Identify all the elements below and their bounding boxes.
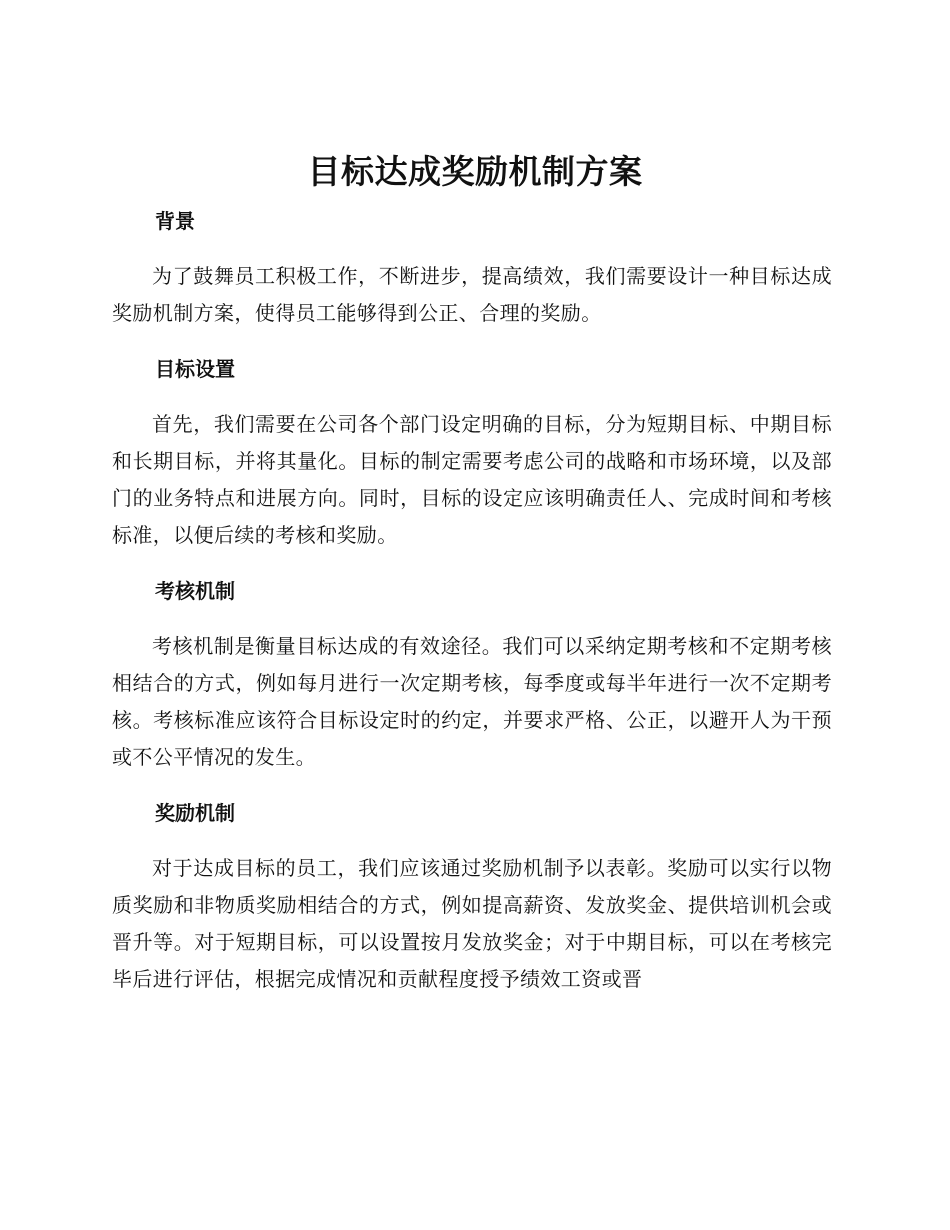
section-rewards bbox=[112, 796, 832, 998]
document-title: 目标达成奖励机制方案 bbox=[307, 152, 643, 191]
section-assessment bbox=[112, 574, 832, 776]
document-body bbox=[112, 204, 832, 1018]
section-paragraph: 首先，我们需要在公司各个部门设定明确的目标，分为短期目标、中期目标和长期目标，并将其量化。目标的制定需要考虑公司的战略和市场环境，以及部门的业务特点和进展方向。同时，目标的设定应该明确责任人、完成时间和考核标准，以便后续的考核和奖励。 bbox=[112, 412, 832, 547]
section-background bbox=[112, 204, 832, 332]
section-heading: 奖励机制 bbox=[155, 801, 235, 825]
section-heading: 背景 bbox=[155, 209, 195, 233]
section-paragraph: 对于达成目标的员工，我们应该通过奖励机制予以表彰。奖励可以实行以物质奖励和非物质奖励相结合的方式，例如提高薪资、发放奖金、提供培训机会或晋升等。对于短期目标，可以设置按月发放奖金；对于中期目标，可以在考核完毕后进行评估，根据完成情况和贡献程度授予绩效工资或晋 bbox=[112, 856, 832, 991]
section-paragraph: 考核机制是衡量目标达成的有效途径。我们可以采纳定期考核和不定期考核相结合的方式，例如每月进行一次定期考核，每季度或每半年进行一次不定期考核。考核标准应该符合目标设定时的约定，并要求严格、公正，以避开人为干预或不公平情况的发生。 bbox=[112, 634, 832, 769]
section-heading: 考核机制 bbox=[155, 579, 235, 603]
section-paragraph: 为了鼓舞员工积极工作，不断进步，提高绩效，我们需要设计一种目标达成奖励机制方案，使得员工能够得到公正、合理的奖励。 bbox=[112, 264, 832, 325]
section-heading: 目标设置 bbox=[155, 357, 235, 381]
section-goal-setting bbox=[112, 352, 832, 554]
